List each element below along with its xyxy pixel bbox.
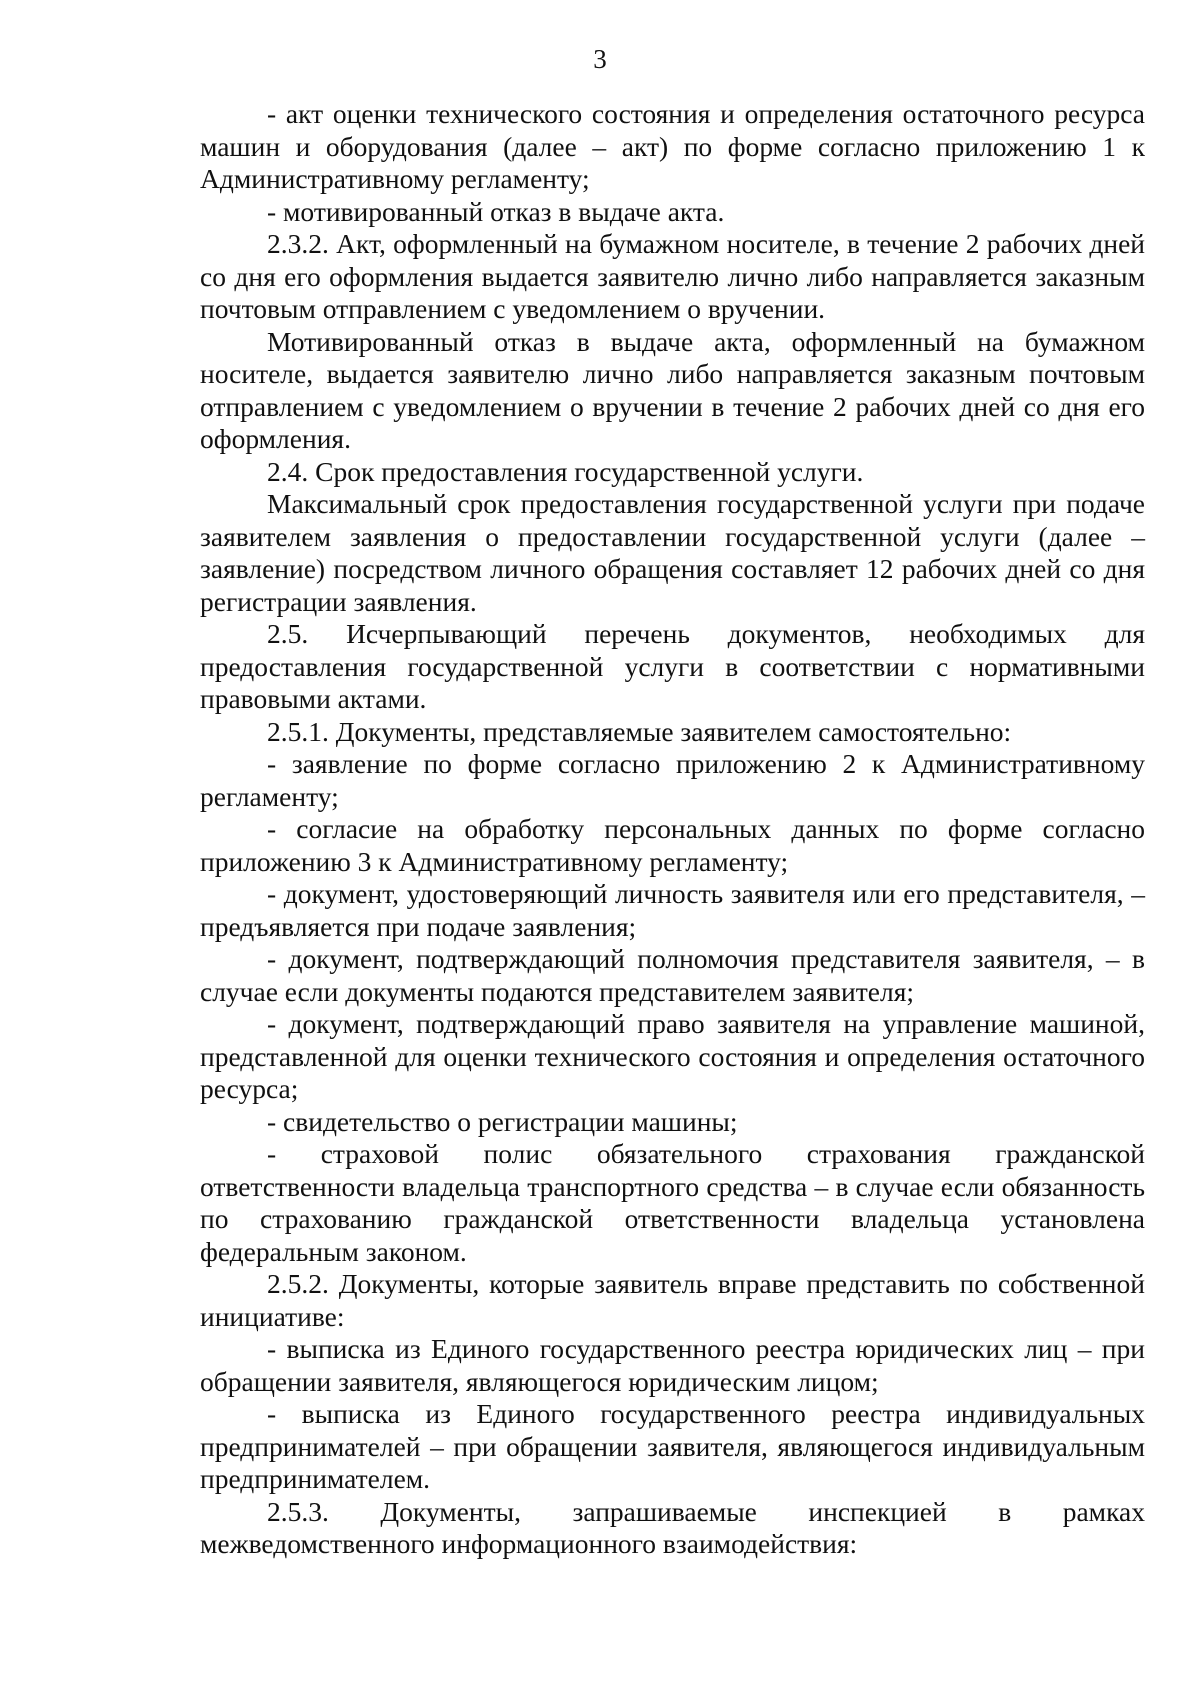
paragraph-2-3-2: 2.3.2. Акт, оформленный на бумажном носителе, в течение 2 рабочих дней со дня его оформления выдается заявителю лично либо направляется заказным почтовым отправлением с уведомлением о вручении. <box>200 228 1145 324</box>
list-item-consent: - согласие на обработку персональных данных по форме согласно приложению 3 к Административному регламенту; <box>200 813 1145 877</box>
list-item-registration-certificate: - свидетельство о регистрации машины; <box>267 1105 738 1137</box>
document-body <box>200 98 1145 1561</box>
paragraph-act-item: - акт оценки технического состояния и определения остаточного ресурса машин и оборудования (далее – акт) по форме согласно приложению 1 к Административному регламенту; <box>200 98 1145 194</box>
paragraph-refusal-delivery: Мотивированный отказ в выдаче акта, оформленный на бумажном носителе, выдается заявителю лично либо направляется заказным почтовым отправлением с уведомлением о вручении в течение 2 рабочих дней со дня его оформления. <box>200 325 1145 454</box>
paragraph-2-5-3-heading: 2.5.3. Документы, запрашиваемые инспекцией в рамках межведомственного информационного взаимодействия: <box>200 1495 1145 1559</box>
paragraph-2-4-heading: 2.4. Срок предоставления государственной услуги. <box>267 455 864 487</box>
list-item-authority-document: - документ, подтверждающий полномочия представителя заявителя, – в случае если документы подаются представителем заявителя; <box>200 943 1145 1007</box>
paragraph-2-5-heading: 2.5. Исчерпывающий перечень документов, необходимых для предоставления государственной услуги в соответствии с нормативными правовыми актами. <box>200 618 1145 714</box>
list-item-legal-entity-extract: - выписка из Единого государственного реестра юридических лиц – при обращении заявителя, являющегося юридическим лицом; <box>200 1333 1145 1397</box>
paragraph-refusal-item: - мотивированный отказ в выдаче акта. <box>267 195 725 227</box>
list-item-application: - заявление по форме согласно приложению 2 к Административному регламенту; <box>200 748 1145 812</box>
list-item-insurance-policy: - страховой полис обязательного страхования гражданской ответственности владельца транспортного средства – в случае если обязанность по страхованию гражданской ответственности владельца установлена федеральным законом. <box>200 1138 1145 1267</box>
list-item-driving-right-document: - документ, подтверждающий право заявителя на управление машиной, представленной для оценки технического состояния и определения остаточного ресурса; <box>200 1008 1145 1104</box>
paragraph-2-5-1-heading: 2.5.1. Документы, представляемые заявителем самостоятельно: <box>267 715 1012 747</box>
paragraph-max-term: Максимальный срок предоставления государственной услуги при подаче заявителем заявления о предоставлении государственной услуги (далее – заявление) посредством личного обращения составляет 12 рабочих дней со дня регистрации заявления. <box>200 488 1145 617</box>
list-item-identity-document: - документ, удостоверяющий личность заявителя или его представителя, – предъявляется при подаче заявления; <box>200 878 1145 942</box>
list-item-entrepreneur-extract: - выписка из Единого государственного реестра индивидуальных предпринимателей – при обращении заявителя, являющегося индивидуальным предпринимателем. <box>200 1398 1145 1494</box>
page-number: 3 <box>593 44 607 74</box>
paragraph-2-5-2-heading: 2.5.2. Документы, которые заявитель вправе представить по собственной инициативе: <box>200 1268 1145 1332</box>
